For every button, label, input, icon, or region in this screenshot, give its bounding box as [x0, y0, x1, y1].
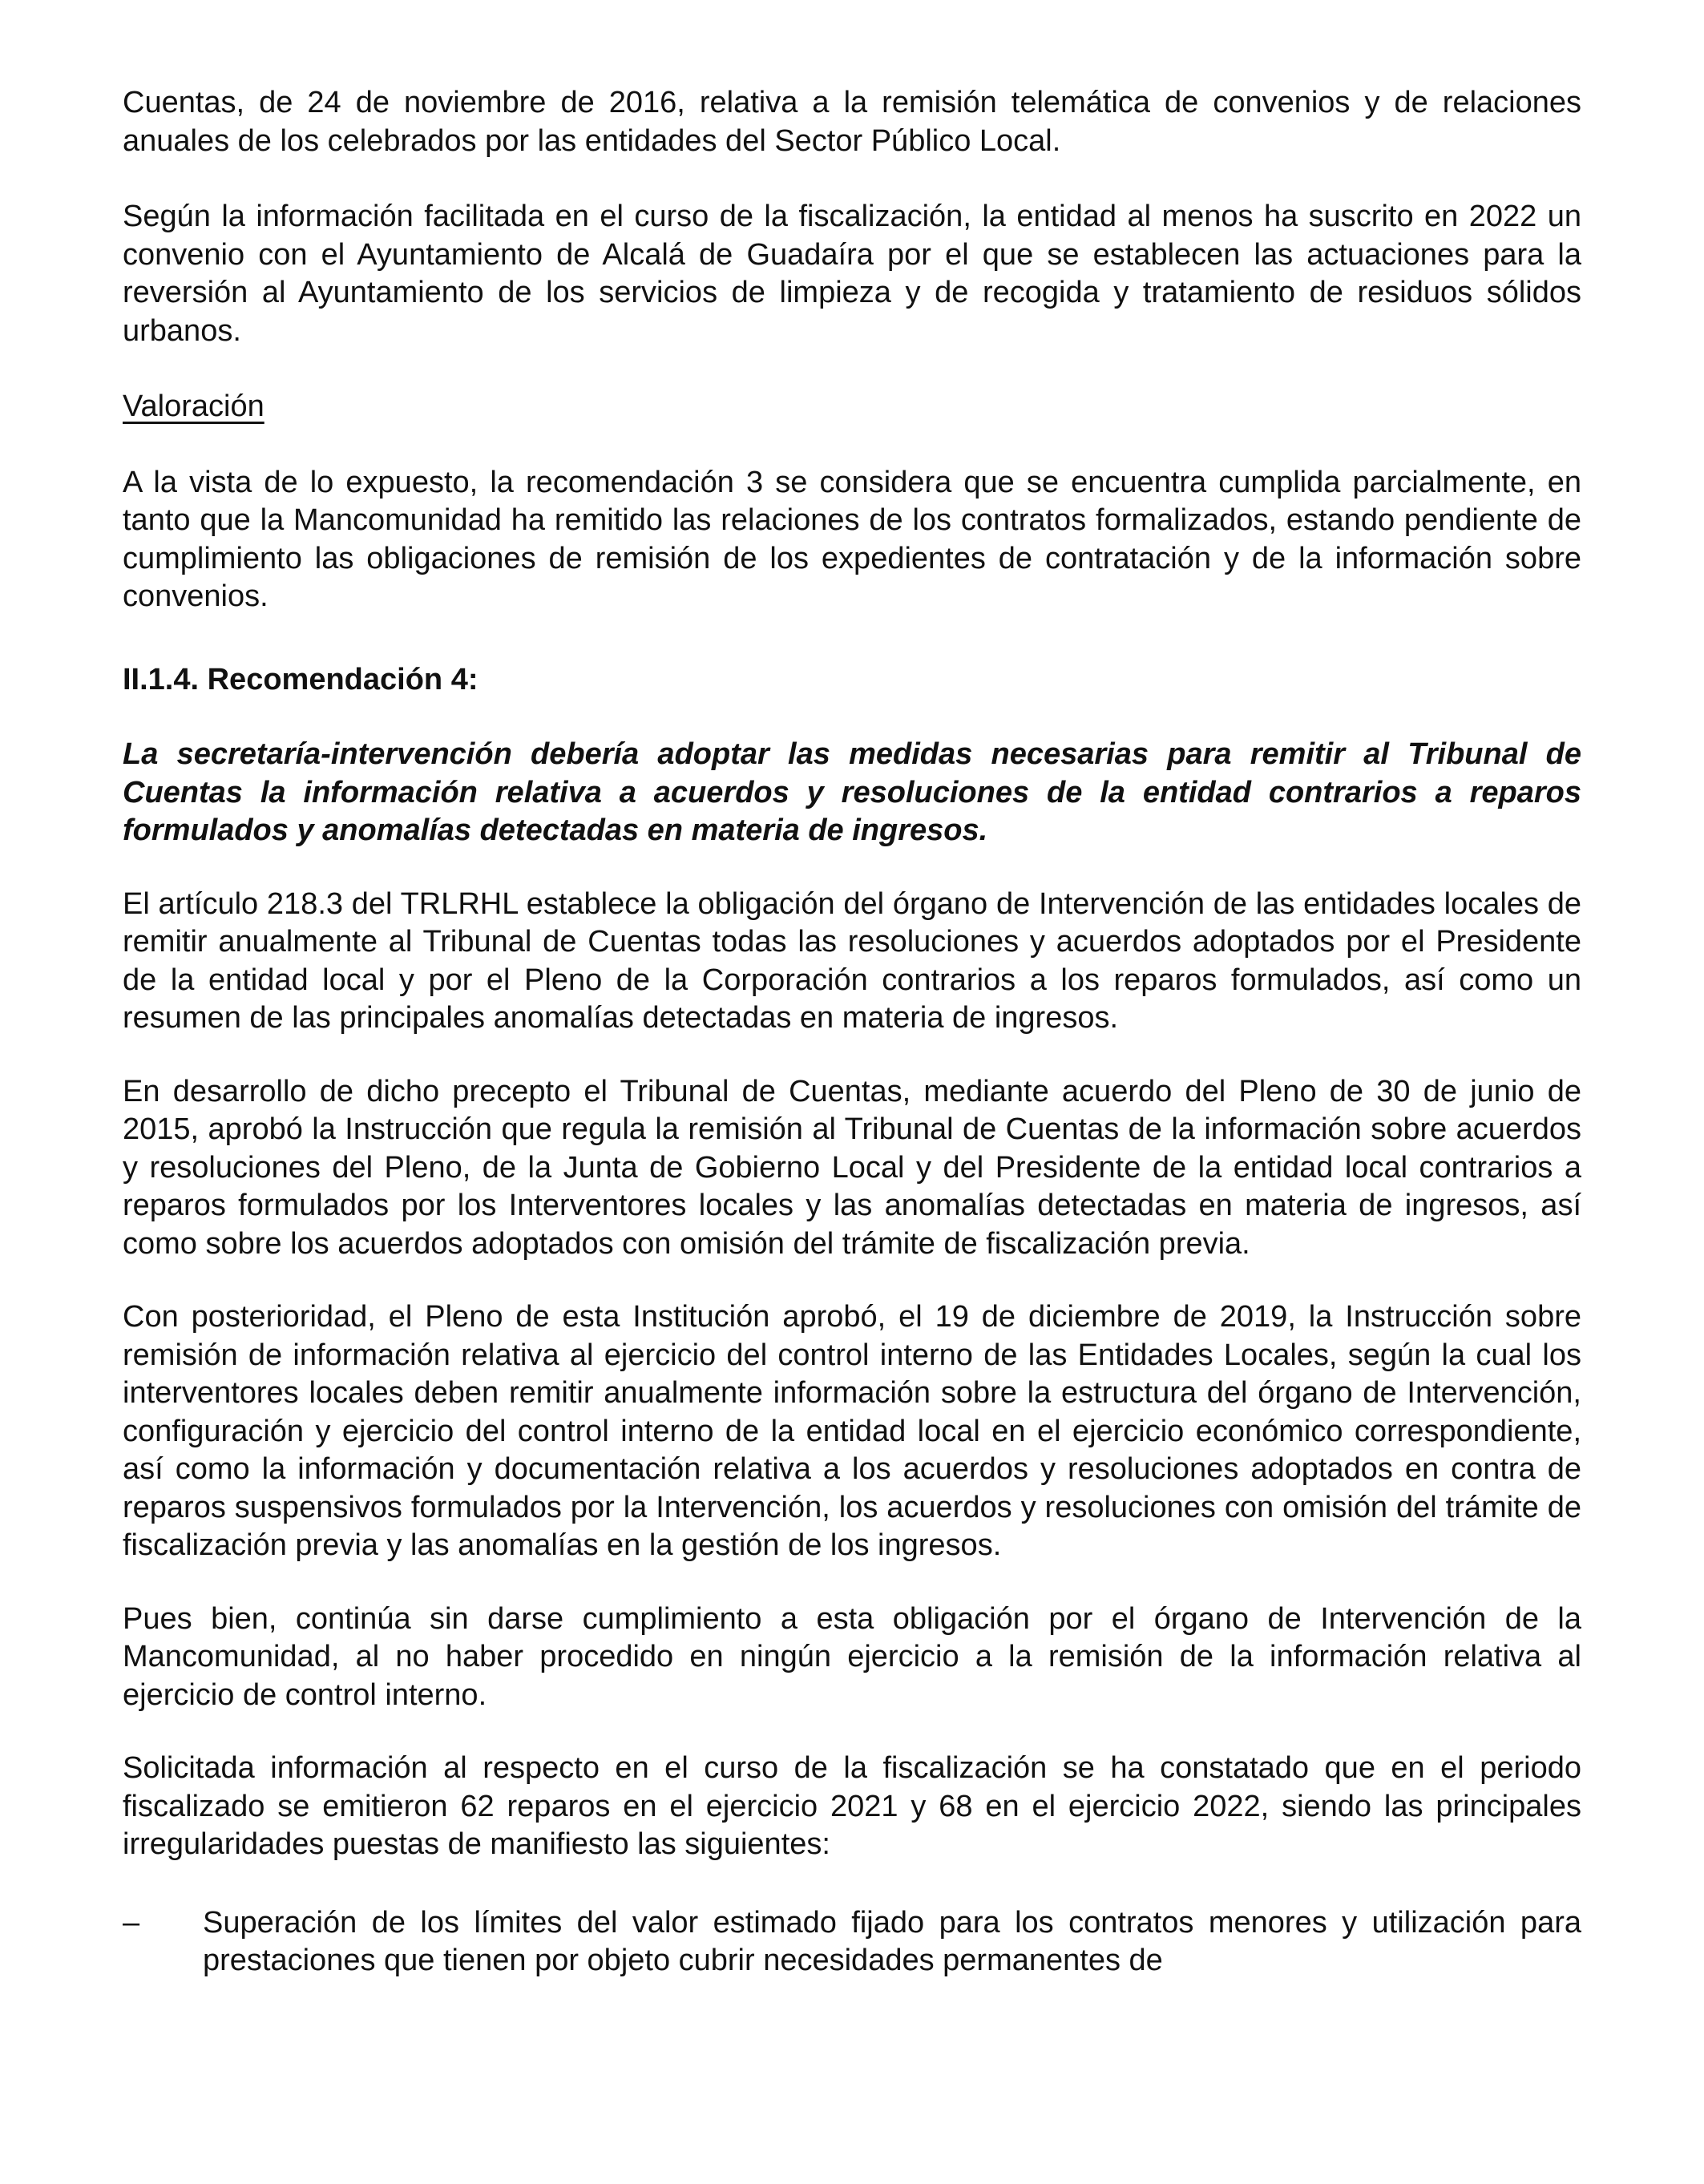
paragraph-8: Solicitada información al respecto en el curso de la fiscalización se ha constatado que en el periodo fiscalizado se emitieron 62 reparos en el ejercicio 2021 y 68 en el ejercicio 2022, siendo las principales irregularidades puestas de manifiesto las siguientes:: [123, 1751, 1581, 1861]
document-page: [123, 84, 1581, 1980]
paragraph-4: El artículo 218.3 del TRLRHL establece la obligación del órgano de Intervención de las entidades locales de remitir anualmente al Tribunal de Cuentas todas las resoluciones y acuerdos adoptados por el Presidente de la entidad local y por el Pleno de la Corporación contrarios a los reparos formulados, así como un resumen de las principales anomalías detectadas en materia de ingresos.: [123, 886, 1581, 1035]
subheading-valoracion: Valoración: [123, 390, 264, 423]
bullet-marker: –: [123, 1905, 140, 1940]
bullet-text: Superación de los límites del valor estimado fijado para los contratos menores y utilización para prestaciones que tienen por objeto cubrir necesidades permanentes de: [203, 1905, 1581, 1977]
paragraph-7: Pues bien, continúa sin darse cumplimiento a esta obligación por el órgano de Intervención de la Mancomunidad, al no haber procedido en ningún ejercicio a la remisión de la información relativa al ejercicio de control interno.: [123, 1601, 1581, 1712]
paragraph-2: Según la información facilitada en el curso de la fiscalización, la entidad al menos ha suscrito en 2022 un convenio con el Ayuntamiento de Alcalá de Guadaíra por el que se establecen las actuaciones para la reversión al Ayuntamiento de los servicios de limpieza y de recogida y tratamiento de residuos sólidos urbanos.: [123, 200, 1581, 348]
paragraph-6: Con posterioridad, el Pleno de esta Institución aprobó, el 19 de diciembre de 2019, la Instrucción sobre remisión de información relativa al ejercicio del control interno de las Entidades Locales, según la cual los interventores locales deben remitir anualmente información sobre la estructura del órgano de Intervención, configuración y ejercicio del control interno de la entidad local en el ejercicio económico correspondiente, así como la información y documentación relativa a los acuerdos y resoluciones adoptados en contra de reparos suspensivos formulados por la Intervención, los acuerdos y resoluciones con omisión del trámite de fiscalización previa y las anomalías en la gestión de los ingresos.: [123, 1300, 1581, 1562]
paragraph-5: En desarrollo de dicho precepto el Tribunal de Cuentas, mediante acuerdo del Pleno de 30 de junio de 2015, aprobó la Instrucción que regula la remisión al Tribunal de Cuentas de la información sobre acuerdos y resoluciones del Pleno, de la Junta de Gobierno Local y del Presidente de la entidad local contrarios a reparos formulados por los Interventores locales y las anomalías detectadas en materia de ingresos, así como sobre los acuerdos adoptados con omisión del trámite de fiscalización previa.: [123, 1074, 1581, 1261]
bullet-list-item: [123, 1904, 1581, 1980]
recommendation-text: La secretaría-intervención debería adoptar las medidas necesarias para remitir al Tribunal de Cuentas la información relativa a acuerdos y resoluciones de la entidad contrarios a reparos formulados y anomalías detectadas en materia de ingresos.: [123, 737, 1581, 847]
section-heading: II.1.4. Recomendación 4:: [123, 662, 478, 696]
paragraph-1: Cuentas, de 24 de noviembre de 2016, relativa a la remisión telemática de convenios y de relaciones anuales de los celebrados por las entidades del Sector Público Local.: [123, 86, 1581, 158]
paragraph-3: A la vista de lo expuesto, la recomendación 3 se considera que se encuentra cumplida parcialmente, en tanto que la Mancomunidad ha remitido las relaciones de los contratos formalizados, estando pendiente de cumplimiento las obligaciones de remisión de los expedientes de contratación y de la información sobre convenios.: [123, 465, 1581, 613]
